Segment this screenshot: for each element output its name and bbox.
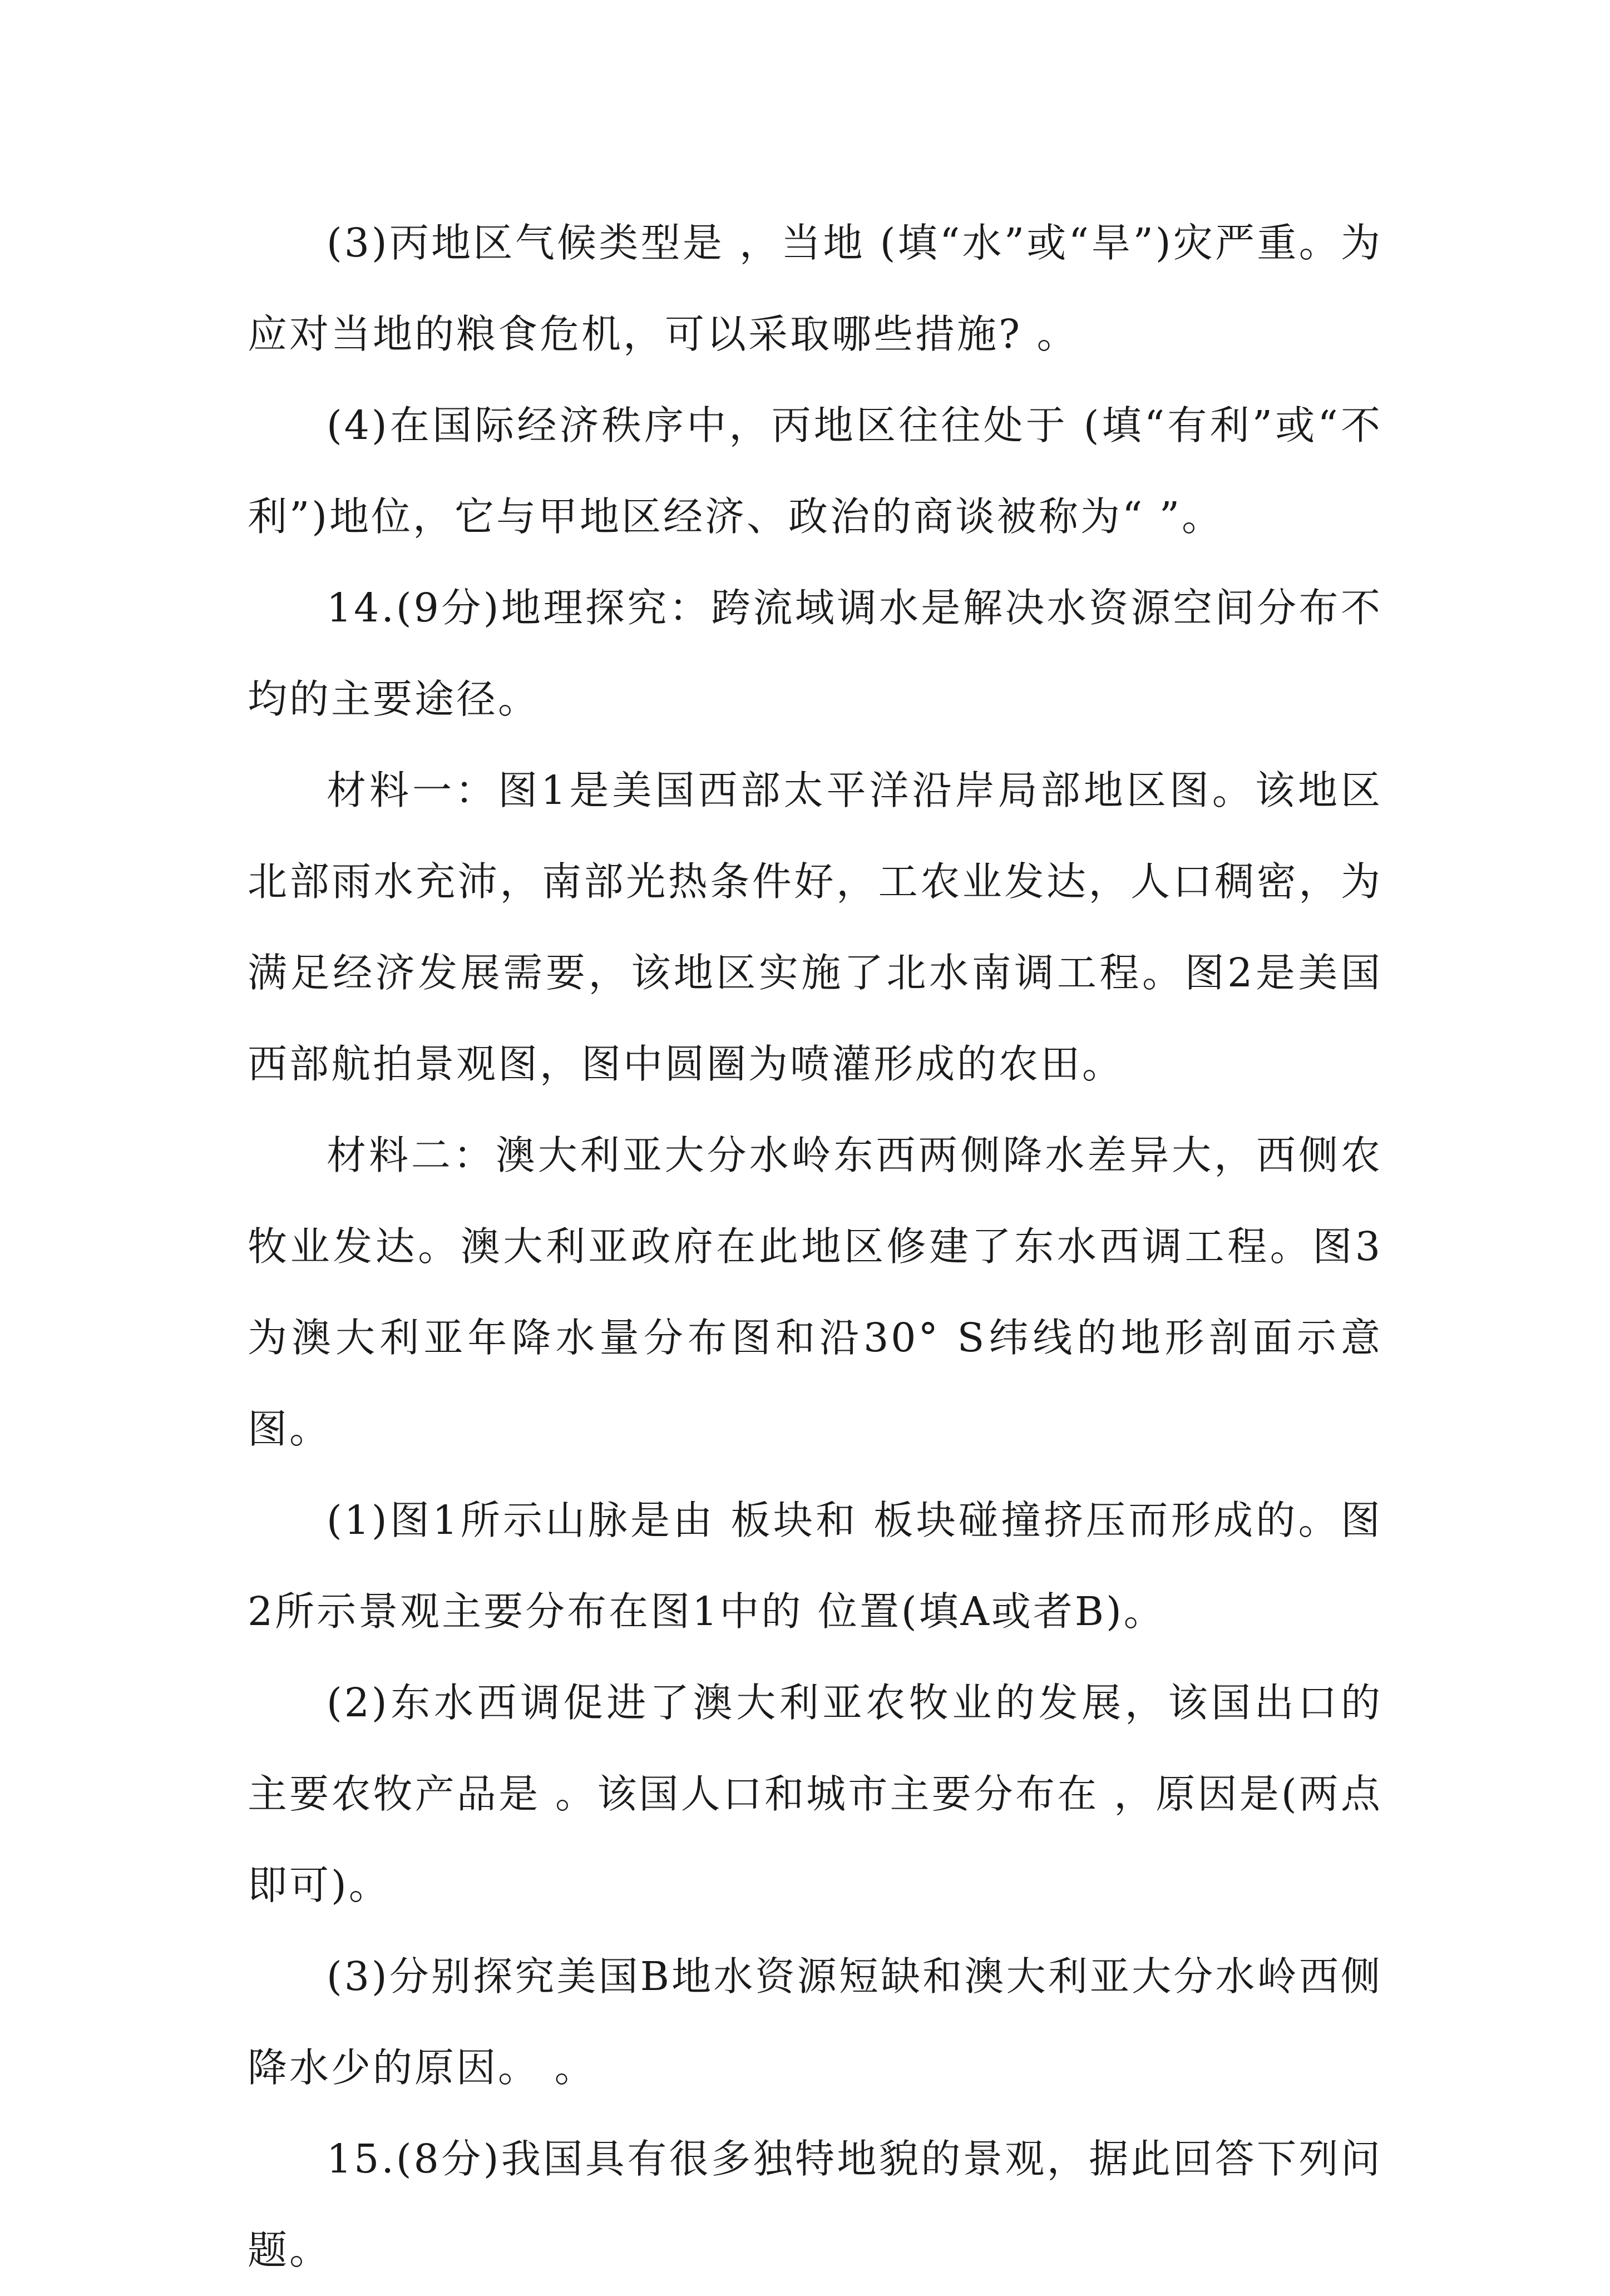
question-14-part-3: (3)分别探究美国B地水资源短缺和澳大利亚大分水岭西侧降水少的原因。 。 — [248, 1953, 1382, 2091]
question-13-part-3: (3)丙地区气候类型是 ，当地 (填“水”或“旱”)灾严重。为应对当地的粮食危机，可以采取哪些措施? 。 — [248, 220, 1382, 357]
material-two: 材料二：澳大利亚大分水岭东西两侧降水差异大，西侧农牧业发达。澳大利亚政府在此地区修建了东水西调工程。图3为澳大利亚年降水量分布图和沿30° S纬线的地形剖面示意图。 — [248, 1132, 1382, 1452]
document-body — [248, 197, 1382, 2296]
question-14-part-2: (2)东水西调促进了澳大利亚农牧业的发展，该国出口的主要农牧产品是 。该国人口和城市主要分布在 ，原因是(两点即可)。 — [248, 1680, 1382, 1908]
question-15-heading: 15.(8分)我国具有很多独特地貌的景观，据此回答下列问题。 — [248, 2136, 1382, 2273]
question-14-part-1: (1)图1所示山脉是由 板块和 板块碰撞挤压而形成的。图2所示景观主要分布在图1中的 位置(填A或者B)。 — [248, 1497, 1382, 1635]
material-one: 材料一：图1是美国西部太平洋沿岸局部地区图。该地区北部雨水充沛，南部光热条件好，工农业发达，人口稠密，为满足经济发展需要，该地区实施了北水南调工程。图2是美国西部航拍景观图，图中圆圈为喷灌形成的农田。 — [248, 767, 1382, 1087]
question-13-part-4: (4)在国际经济秩序中，丙地区往往处于 (填“有利”或“不利”)地位，它与甲地区经济、政治的商谈被称为“ ”。 — [248, 402, 1382, 540]
question-14-heading: 14.(9分)地理探究：跨流域调水是解决水资源空间分布不均的主要途径。 — [248, 585, 1382, 722]
